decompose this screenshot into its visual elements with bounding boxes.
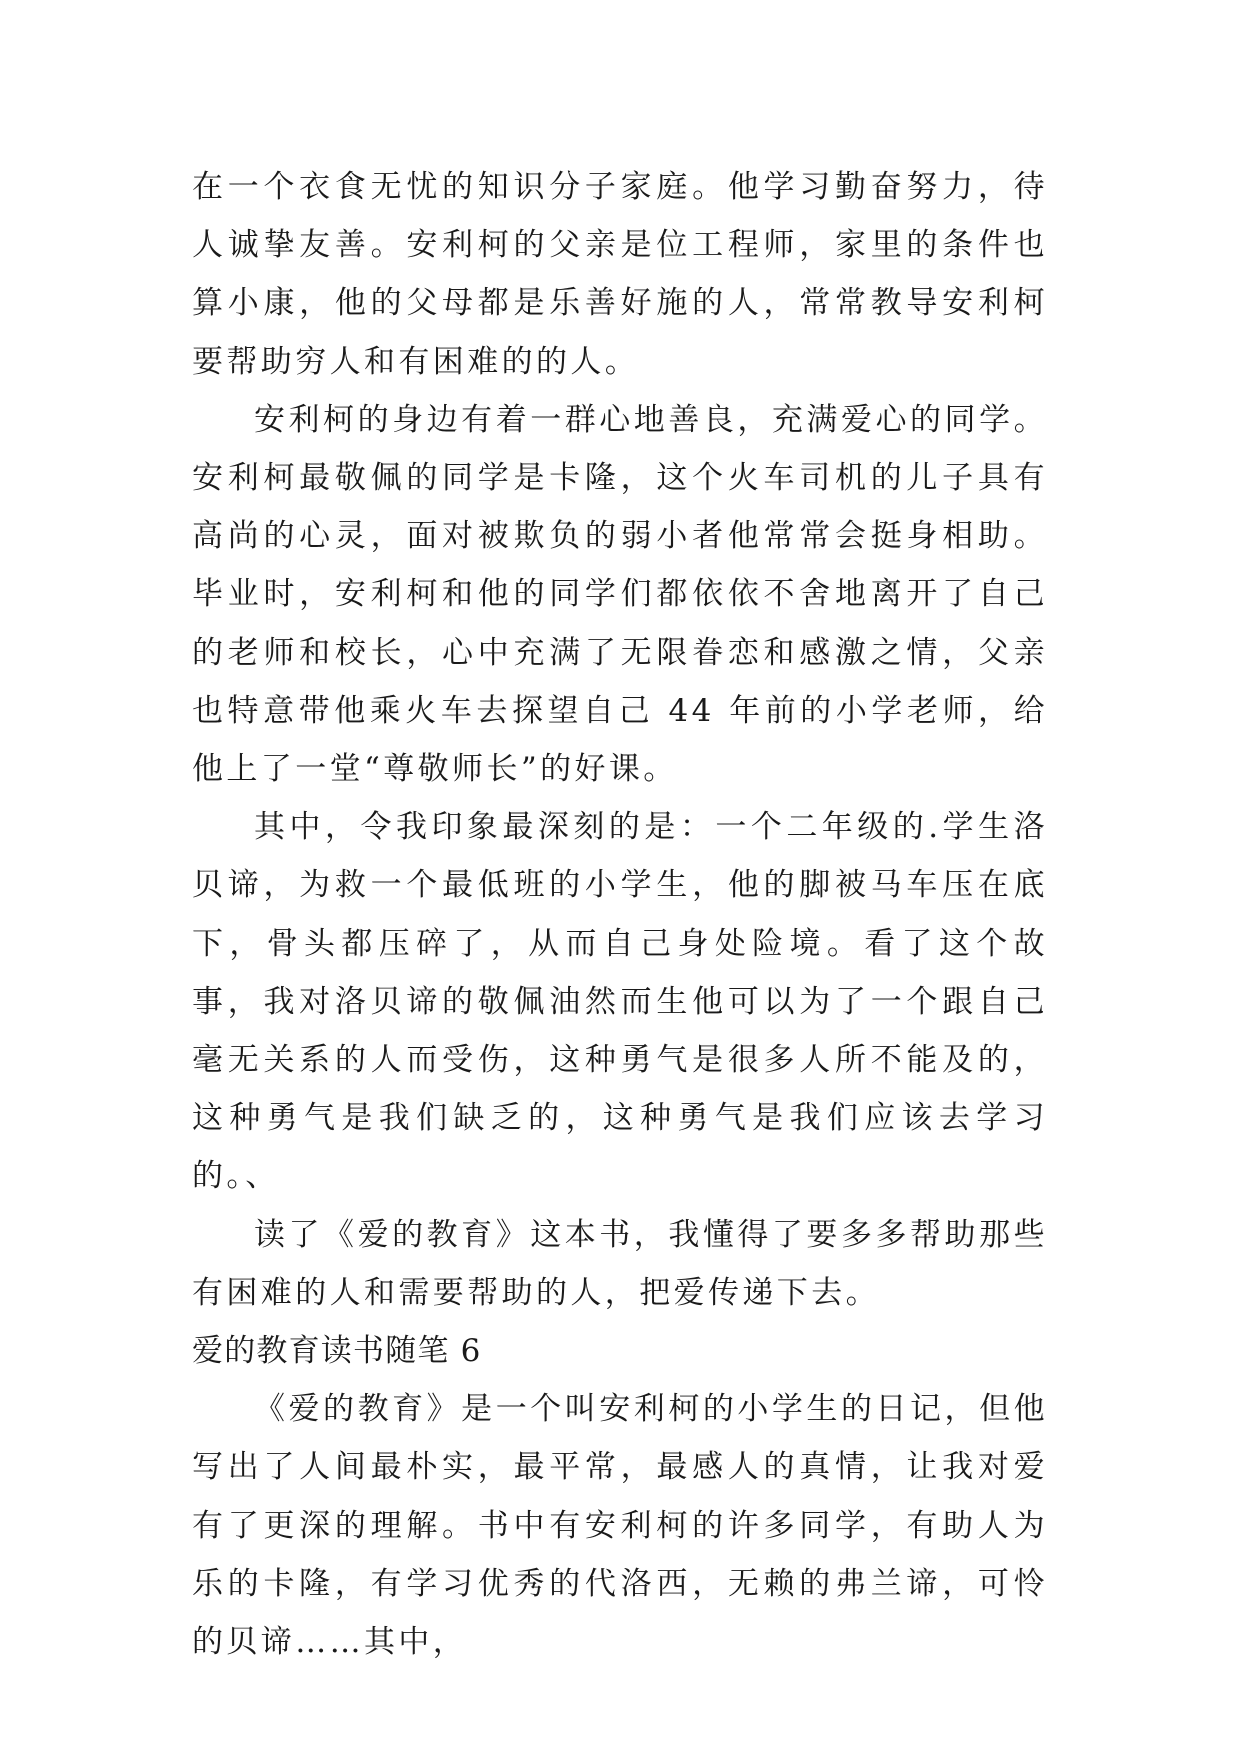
paragraph-3: 其中，令我印象最深刻的是：一个二年级的.学生洛贝谛，为救一个最低班的小学生，他的脚被马车压在底下，骨头都压碎了，从而自己身处险境。看了这个故事，我对洛贝谛的敬佩油然而生他可以为了一个跟自己毫无关系的人而受伤，这种勇气是很多人所不能及的，这种勇气是我们缺乏的，这种勇气是我们应该去学习的。、 — [192, 809, 1048, 1195]
paragraph-2: 安利柯的身边有着一群心地善良，充满爱心的同学。安利柯最敬佩的同学是卡隆，这个火车司机的儿子具有高尚的心灵，面对被欺负的弱小者他常常会挺身相助。毕业时，安利柯和他的同学们都依依不舍地离开了自己的老师和校长，心中充满了无限眷恋和感激之情，父亲也特意带他乘火车去探望自己 44 年前的小学老师，给他上了一堂“尊敬师长”的好课。 — [192, 401, 1048, 788]
paragraph-5: 《爱的教育》是一个叫安利柯的小学生的日记，但他写出了人间最朴实，最平常，最感人的真情，让我对爱有了更深的理解。书中有安利柯的许多同学，有助人为乐的卡隆，有学习优秀的代洛西，无赖的弗兰谛，可怜的贝谛……其中， — [192, 1391, 1048, 1661]
document-body — [192, 158, 1048, 1671]
paragraph-1: 在一个衣食无忧的知识分子家庭。他学习勤奋努力，待人诚挚友善。安利柯的父亲是位工程师，家里的条件也算小康，他的父母都是乐善好施的人，常常教导安利柯要帮助穷人和有困难的的人。 — [192, 169, 1048, 380]
section-heading: 爱的教育读书随笔 6 — [192, 1333, 482, 1370]
paragraph-4: 读了《爱的教育》这本书，我懂得了要多多帮助那些有困难的人和需要帮助的人，把爱传递下去。 — [192, 1216, 1048, 1311]
